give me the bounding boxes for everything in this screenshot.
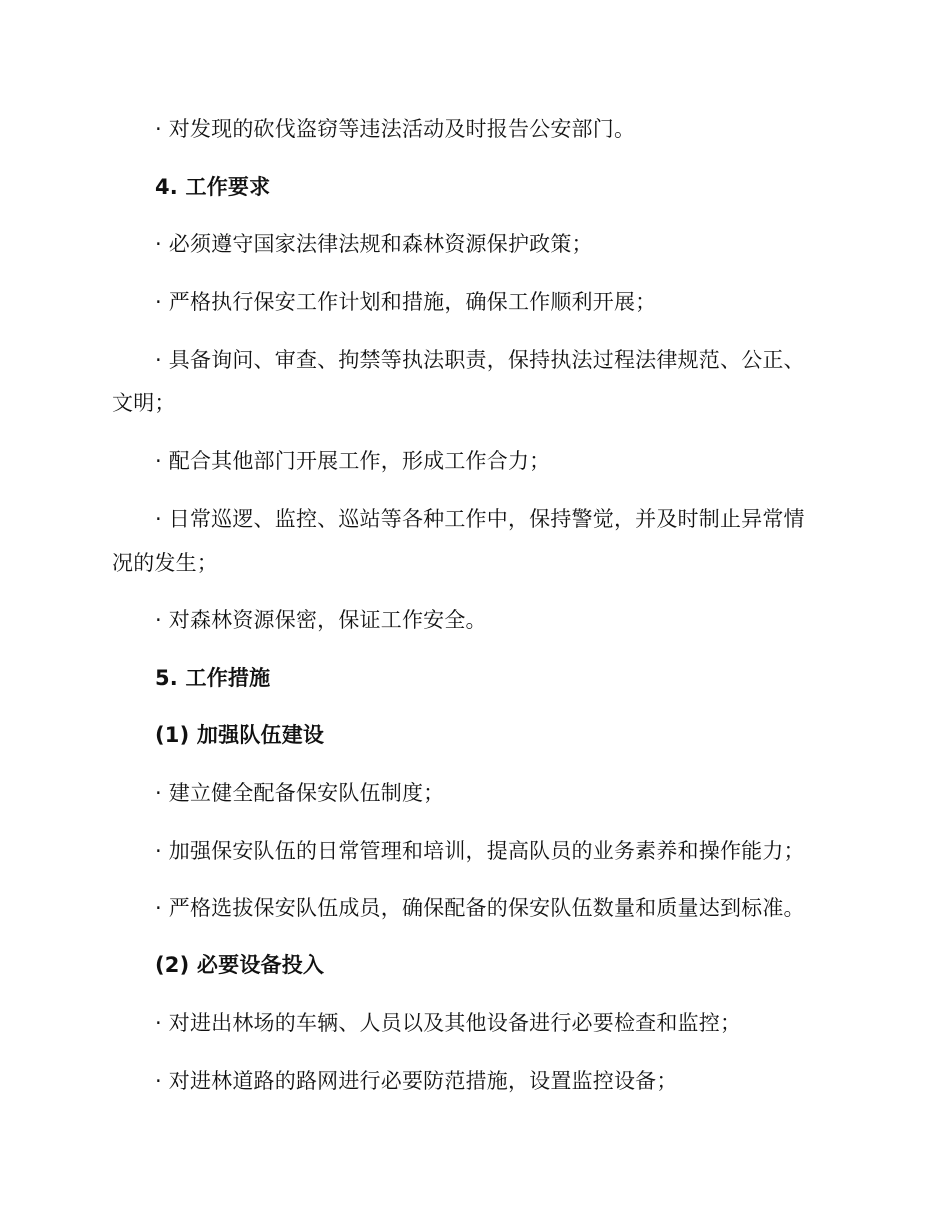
bullet-law-enforcement-line1: · 具备询问、审查、拘禁等执法职责，保持执法过程法律规范、公正、 <box>155 348 805 372</box>
section-heading-work-requirements: 4. 工作要求 <box>155 175 271 199</box>
bullet-team-training: · 加强保安队伍的日常管理和培训，提高队员的业务素养和操作能力； <box>155 839 805 863</box>
bullet-cooperate: · 配合其他部门开展工作，形成工作合力； <box>155 449 551 473</box>
bullet-patrol-line1: · 日常巡逻、监控、巡站等各种工作中，保持警觉，并及时制止异常情 <box>155 507 805 531</box>
subheading-equipment: (2) 必要设备投入 <box>155 953 325 977</box>
bullet-confidentiality: · 对森林资源保密，保证工作安全。 <box>155 608 487 632</box>
bullet-team-selection: · 严格选拔保安队伍成员，确保配备的保安队伍数量和质量达到标准。 <box>155 896 805 920</box>
section-heading-work-measures: 5. 工作措施 <box>155 666 271 690</box>
bullet-obey-law: · 必须遵守国家法律法规和森林资源保护政策； <box>155 232 593 256</box>
bullet-inspect-vehicles: · 对进出林场的车辆、人员以及其他设备进行必要检查和监控； <box>155 1011 742 1035</box>
bullet-execute-plan: · 严格执行保安工作计划和措施，确保工作顺利开展； <box>155 290 657 314</box>
subheading-team-building: (1) 加强队伍建设 <box>155 723 325 747</box>
bullet-road-monitoring: · 对进林道路的路网进行必要防范措施，设置监控设备； <box>155 1069 678 1093</box>
bullet-patrol-line2: 况的发生； <box>112 551 218 575</box>
bullet-team-system: · 建立健全配备保安队伍制度； <box>155 781 445 805</box>
bullet-report-illegal: · 对发现的砍伐盗窃等违法活动及时报告公安部门。 <box>155 117 636 141</box>
bullet-law-enforcement-line2: 文明； <box>112 391 176 415</box>
